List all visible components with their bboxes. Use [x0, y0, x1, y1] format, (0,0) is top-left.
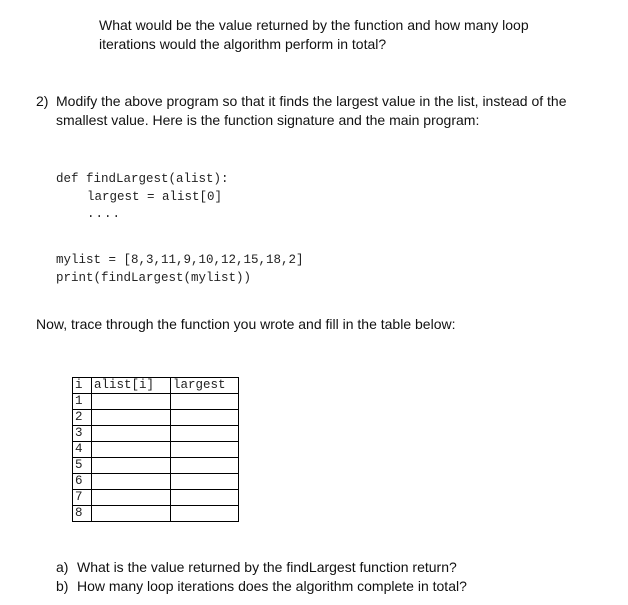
- table-row: [73, 442, 239, 458]
- question-a-letter: a): [56, 559, 69, 575]
- alist-cell[interactable]: [92, 474, 171, 490]
- header-largest: largest: [171, 378, 239, 394]
- largest-cell[interactable]: [171, 410, 239, 426]
- alist-cell[interactable]: [92, 490, 171, 506]
- alist-cell[interactable]: [92, 458, 171, 474]
- code-def-line: def findLargest(alist):: [56, 172, 229, 186]
- row-index: 2: [73, 410, 92, 426]
- row-index: 5: [73, 458, 92, 474]
- trace-table-header-row: [73, 378, 239, 394]
- alist-cell[interactable]: [92, 442, 171, 458]
- code-mylist-line: mylist = [8,3,11,9,10,12,15,18,2]: [56, 253, 304, 267]
- code-print-line: print(findLargest(mylist)): [56, 271, 252, 285]
- question-2-line-2: smallest value. Here is the function signature and the main program:: [56, 112, 480, 128]
- table-row: [73, 506, 239, 522]
- alist-cell[interactable]: [92, 426, 171, 442]
- row-index: 3: [73, 426, 92, 442]
- header-alist-i: alist[i]: [92, 378, 171, 394]
- row-index: 8: [73, 506, 92, 522]
- table-row: [73, 474, 239, 490]
- trace-prompt: Now, trace through the function you wrote and fill in the table below:: [36, 316, 456, 332]
- question-2-line-1: Modify the above program so that it finds the largest value in the list, instead of the: [56, 93, 567, 109]
- intro-line-1: What would be the value returned by the function and how many loop: [99, 17, 529, 33]
- trace-table: [72, 377, 239, 522]
- table-row: [73, 394, 239, 410]
- question-b-text: How many loop iterations does the algorithm complete in total?: [77, 578, 467, 594]
- row-index: 1: [73, 394, 92, 410]
- intro-paragraph: [99, 16, 579, 54]
- table-row: [73, 458, 239, 474]
- row-index: 4: [73, 442, 92, 458]
- largest-cell[interactable]: [171, 442, 239, 458]
- header-i: i: [73, 378, 92, 394]
- row-index: 7: [73, 490, 92, 506]
- row-index: 6: [73, 474, 92, 490]
- code-largest-line: largest = alist[0]: [87, 190, 223, 204]
- question-2-number: 2): [36, 93, 49, 109]
- table-row: [73, 490, 239, 506]
- largest-cell[interactable]: [171, 426, 239, 442]
- code-ellipsis: ....: [87, 207, 122, 221]
- largest-cell[interactable]: [171, 506, 239, 522]
- largest-cell[interactable]: [171, 394, 239, 410]
- intro-line-2: iterations would the algorithm perform in total?: [99, 36, 387, 52]
- alist-cell[interactable]: [92, 506, 171, 522]
- alist-cell[interactable]: [92, 410, 171, 426]
- largest-cell[interactable]: [171, 458, 239, 474]
- largest-cell[interactable]: [171, 490, 239, 506]
- question-a-text: What is the value returned by the findLargest function return?: [77, 559, 457, 575]
- question-b-letter: b): [56, 578, 69, 594]
- table-row: [73, 410, 239, 426]
- table-row: [73, 426, 239, 442]
- largest-cell[interactable]: [171, 474, 239, 490]
- alist-cell[interactable]: [92, 394, 171, 410]
- question-2-text: [56, 92, 596, 130]
